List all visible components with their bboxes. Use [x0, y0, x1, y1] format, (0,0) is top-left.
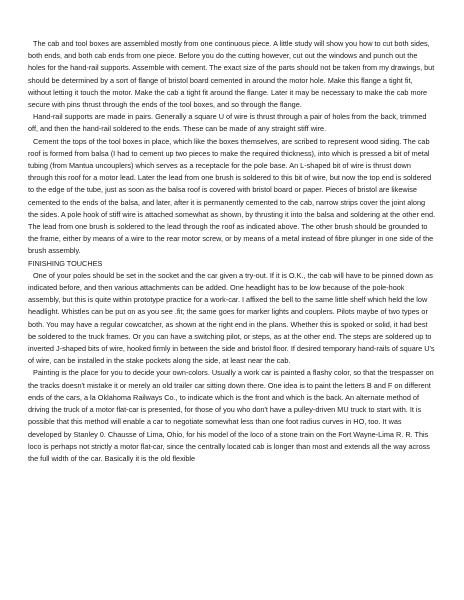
paragraph-tool-box-tops: Cement the tops of the tool boxes in place, which like the boxes themselves, are scribed to represent wood siding. The cab roof is formed from balsa (I had to cement up two pieces to make the required thickness), into which is pressed a bit of metal tubing (from Mantua uncouplers) which serves as a receptacle for the pole base. An L-shaped bit of wire is thrust down through this roof for a motor lead. Later the lead from one brush is soldered to this bit of wire, but now the top end is soldered to the edge of the tube, just as soon as the balsa roof is covered with bristol board or paper. Pieces of bristol are likewise cemented to the ends of the balsa, and later, after it is permanently cemented to the cab, narrow strips cover the joint along the sides. A pole hook of stiff wire is attached somewhat as shown, by thrusting it into the balsa and soldering at the other end. The lead from one brush is soldered to the lead through the roof as indicated above. The other brush should be grounded to the frame, either by means of a wire to the rear motor screw, or by means of a metal instead of fibre plunger in one side of the brush assembly.	[28, 136, 436, 256]
section-heading: FINISHING TOUCHES	[28, 258, 103, 268]
paragraph-painting: Painting is the place for you to decide your own-colors. Usually a work car is painted a flashy color, so that the trespasser on the tracks doesn't mistake it or merely an old trailer car sitting down there. One idea is to paint the letters B and F on different ends of the cars, a la Oklahoma Railways Co., to indicate which is the front and which is the back. An alternate method of driving the truck of a motor flat-car is presented, for those of you who don't have a pulley-driven MU truck to start with. It is possible that this method will enable a car to negotiate somewhat less than one foot radius curves in HO, too. It was developed by Stanley 0. Chausse of Lima, Ohio, for his model of the loco of a stone train on the Fort Wayne-Lima R. R. This loco is perhaps not strictly a motor flat-car, since the centrally located cab is longer than most and extends all the way across the full width of the car. Basically it is the old flexible	[28, 368, 434, 463]
paragraph-hand-rail-supports: Hand-rail supports are made in pairs. Generally a square U of wire is thrust through a pair of holes from the back, trimmed off, and then the hand-rail soldered to the ends. These can be made of any straight stiff wire.	[28, 112, 427, 134]
paragraph-cab-assembly: The cab and tool boxes are assembled mostly from one continuous piece. A little study will show you how to cut both sides, both ends, and both cab ends from one piece. Before you do the cutting however, cut out the windows and punch out the holes for the hand-rail supports. Assemble with cement. The exact size of the parts should not be taken from my drawings, but should be determined by a sort of flange of bristol board cemented in around the motor hole. Make this flange a tight fit, without letting it touch the motor. Make the cab a tight fit around the flange. Later it may be necessary to make the cab more secure with pins thrust through the ends of the tool boxes, and so through the flange.	[28, 39, 435, 110]
paragraph-poles-tryout: One of your poles should be set in the socket and the car given a try-out. If it is O.K., the cab will have to be pinned down as indicated before, and then various attachments can be added. One headlight has to be low because of the pole-hook assembly, but this is quite within prototype practice for a work-car. I affixed the bell to the same little shelf which held the low headlight. Whistles can be put on as you see .fit; the same goes for marker lights and couplers. Pilots maybe of two types or both. You may have a regular cowcatcher, as shown at the right end in the plans. Whether this is spoked or solid, it had best be soldered to the truck frames. Or you can have a switching pilot, or steps, as at the other end. The steps are soldered up to inverted J-shaped bits of wire, hooked firmly in between the side and bristol floor. If desired temporary hand-rails of square U's of wire, can be installed in the stake pockets along the side, at least near the cab.	[28, 270, 435, 366]
